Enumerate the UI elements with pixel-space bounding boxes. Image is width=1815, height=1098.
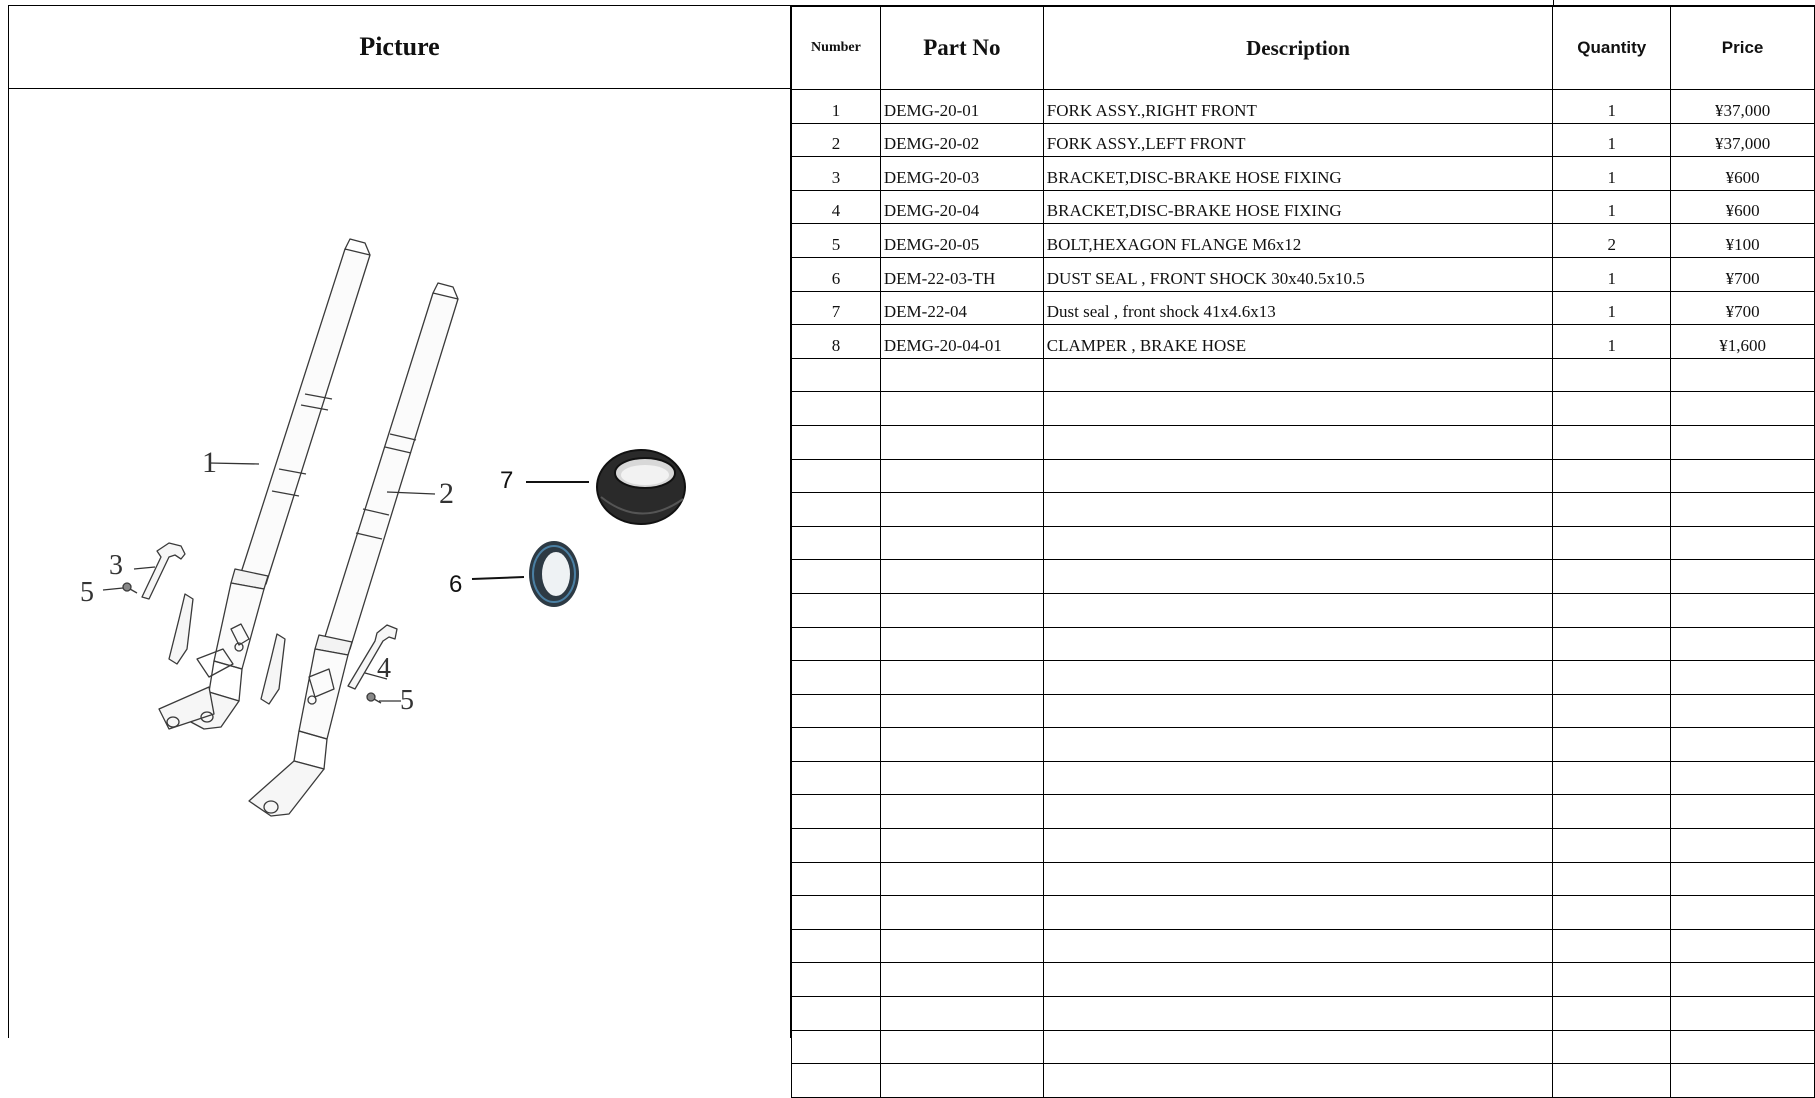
empty-cell <box>792 526 881 560</box>
empty-cell <box>1553 392 1671 426</box>
empty-cell <box>792 425 881 459</box>
cell-number: 8 <box>792 325 881 359</box>
empty-cell <box>880 661 1043 695</box>
empty-cell <box>1043 795 1553 829</box>
empty-table-row <box>792 795 1815 829</box>
empty-cell <box>1553 425 1671 459</box>
empty-cell <box>1043 829 1553 863</box>
empty-table-row <box>792 896 1815 930</box>
empty-cell <box>1043 1064 1553 1098</box>
cell-number: 1 <box>792 90 881 124</box>
empty-cell <box>880 627 1043 661</box>
empty-cell <box>1043 862 1553 896</box>
table-row <box>792 325 1815 359</box>
empty-cell <box>1553 997 1671 1031</box>
cell-number: 6 <box>792 257 881 291</box>
empty-cell <box>792 929 881 963</box>
column-header-quantity: Quantity <box>1553 7 1671 90</box>
empty-cell <box>1043 997 1553 1031</box>
callout-2: 2 <box>439 477 454 510</box>
empty-cell <box>1043 526 1553 560</box>
empty-cell <box>792 728 881 762</box>
empty-cell <box>1553 560 1671 594</box>
empty-cell <box>880 425 1043 459</box>
empty-cell <box>880 694 1043 728</box>
empty-table-row <box>792 862 1815 896</box>
empty-cell <box>1671 358 1815 392</box>
empty-cell <box>792 761 881 795</box>
picture-panel <box>9 89 791 1038</box>
empty-table-row <box>792 761 1815 795</box>
cell-part-no: DEM-22-04 <box>880 291 1043 325</box>
empty-cell <box>792 392 881 426</box>
empty-cell <box>792 1030 881 1064</box>
cell-part-no: DEMG-20-01 <box>880 90 1043 124</box>
empty-cell <box>792 593 881 627</box>
empty-cell <box>880 862 1043 896</box>
empty-cell <box>880 1064 1043 1098</box>
bracket-3-drawing <box>142 543 185 599</box>
empty-cell <box>1043 728 1553 762</box>
empty-cell <box>1671 425 1815 459</box>
empty-cell <box>1553 963 1671 997</box>
empty-cell <box>1553 694 1671 728</box>
empty-table-row <box>792 493 1815 527</box>
empty-cell <box>880 829 1043 863</box>
empty-cell <box>880 929 1043 963</box>
empty-cell <box>1671 392 1815 426</box>
empty-table-row <box>792 1030 1815 1064</box>
cell-quantity: 1 <box>1553 291 1671 325</box>
empty-table-row <box>792 459 1815 493</box>
cell-number: 7 <box>792 291 881 325</box>
cell-part-no: DEMG-20-02 <box>880 123 1043 157</box>
empty-cell <box>880 493 1043 527</box>
column-header-price: Price <box>1671 7 1815 90</box>
empty-cell <box>1553 1030 1671 1064</box>
empty-cell <box>880 963 1043 997</box>
cell-description: BRACKET,DISC-BRAKE HOSE FIXING <box>1043 190 1553 224</box>
empty-cell <box>792 963 881 997</box>
empty-cell <box>1043 493 1553 527</box>
empty-cell <box>1043 593 1553 627</box>
callout-5b: 5 <box>400 685 414 716</box>
empty-cell <box>1671 896 1815 930</box>
empty-cell <box>792 661 881 695</box>
empty-cell <box>1553 493 1671 527</box>
cell-quantity: 1 <box>1553 123 1671 157</box>
empty-cell <box>1043 761 1553 795</box>
bolt-5a-drawing <box>123 583 137 593</box>
empty-cell <box>1671 761 1815 795</box>
cell-price: ¥700 <box>1671 257 1815 291</box>
empty-cell <box>1671 795 1815 829</box>
empty-cell <box>1553 358 1671 392</box>
empty-cell <box>880 1030 1043 1064</box>
empty-cell <box>1553 459 1671 493</box>
empty-cell <box>792 1064 881 1098</box>
cell-quantity: 1 <box>1553 90 1671 124</box>
empty-table-row <box>792 358 1815 392</box>
cell-price: ¥600 <box>1671 157 1815 191</box>
empty-cell <box>1671 929 1815 963</box>
empty-cell <box>1553 862 1671 896</box>
cell-price: ¥37,000 <box>1671 90 1815 124</box>
empty-table-row <box>792 593 1815 627</box>
empty-cell <box>1043 661 1553 695</box>
cell-description: FORK ASSY.,RIGHT FRONT <box>1043 90 1553 124</box>
empty-cell <box>1553 661 1671 695</box>
empty-cell <box>1043 929 1553 963</box>
empty-table-row <box>792 661 1815 695</box>
empty-cell <box>792 694 881 728</box>
empty-cell <box>1553 929 1671 963</box>
callout-1: 1 <box>202 446 217 479</box>
cell-quantity: 1 <box>1553 257 1671 291</box>
dust-seal-7-image <box>597 450 685 524</box>
empty-cell <box>1553 526 1671 560</box>
empty-cell <box>880 761 1043 795</box>
cell-number: 3 <box>792 157 881 191</box>
empty-cell <box>1671 1064 1815 1098</box>
cell-part-no: DEMG-20-04 <box>880 190 1043 224</box>
cell-part-no: DEMG-20-03 <box>880 157 1043 191</box>
cell-price: ¥100 <box>1671 224 1815 258</box>
empty-table-row <box>792 425 1815 459</box>
bolt-5b-drawing <box>367 693 381 703</box>
cell-part-no: DEMG-20-05 <box>880 224 1043 258</box>
empty-table-row <box>792 627 1815 661</box>
callout-3: 3 <box>109 550 123 581</box>
empty-table-row <box>792 694 1815 728</box>
empty-cell <box>1043 392 1553 426</box>
empty-cell <box>1671 593 1815 627</box>
empty-cell <box>1671 694 1815 728</box>
cell-description: Dust seal , front shock 41x4.6x13 <box>1043 291 1553 325</box>
column-header-number: Number <box>792 7 881 90</box>
empty-cell <box>1671 1030 1815 1064</box>
cell-number: 5 <box>792 224 881 258</box>
empty-cell <box>792 560 881 594</box>
empty-cell <box>792 459 881 493</box>
empty-cell <box>1671 829 1815 863</box>
table-row <box>792 291 1815 325</box>
empty-cell <box>792 997 881 1031</box>
cell-price: ¥700 <box>1671 291 1815 325</box>
cell-description: FORK ASSY.,LEFT FRONT <box>1043 123 1553 157</box>
empty-cell <box>792 358 881 392</box>
empty-table-row <box>792 997 1815 1031</box>
cell-price: ¥37,000 <box>1671 123 1815 157</box>
empty-cell <box>1553 728 1671 762</box>
empty-cell <box>1553 795 1671 829</box>
empty-cell <box>880 795 1043 829</box>
empty-cell <box>1671 661 1815 695</box>
callout-7: 7 <box>500 467 514 494</box>
dust-seal-6-image <box>529 541 579 607</box>
cell-part-no: DEMG-20-04-01 <box>880 325 1043 359</box>
empty-cell <box>880 896 1043 930</box>
cell-quantity: 1 <box>1553 157 1671 191</box>
cell-number: 4 <box>792 190 881 224</box>
empty-cell <box>1671 963 1815 997</box>
empty-cell <box>1043 1030 1553 1064</box>
empty-cell <box>880 358 1043 392</box>
cell-quantity: 2 <box>1553 224 1671 258</box>
cell-quantity: 1 <box>1553 190 1671 224</box>
table-row <box>792 257 1815 291</box>
empty-cell <box>792 493 881 527</box>
empty-cell <box>1671 526 1815 560</box>
cell-description: DUST SEAL , FRONT SHOCK 30x40.5x10.5 <box>1043 257 1553 291</box>
empty-table-row <box>792 829 1815 863</box>
cell-description: CLAMPER , BRAKE HOSE <box>1043 325 1553 359</box>
empty-cell <box>792 795 881 829</box>
empty-table-row <box>792 963 1815 997</box>
empty-cell <box>1043 425 1553 459</box>
empty-table-row <box>792 929 1815 963</box>
empty-cell <box>880 392 1043 426</box>
empty-cell <box>1671 627 1815 661</box>
fork-left-drawing <box>249 283 458 816</box>
empty-cell <box>1671 997 1815 1031</box>
cell-price: ¥600 <box>1671 190 1815 224</box>
cell-price: ¥1,600 <box>1671 325 1815 359</box>
cell-quantity: 1 <box>1553 325 1671 359</box>
parts-table <box>791 6 1815 1098</box>
empty-cell <box>792 829 881 863</box>
column-header-part-no: Part No <box>880 7 1043 90</box>
empty-cell <box>1553 829 1671 863</box>
cell-number: 2 <box>792 123 881 157</box>
table-row <box>792 224 1815 258</box>
cell-description: BRACKET,DISC-BRAKE HOSE FIXING <box>1043 157 1553 191</box>
table-row <box>792 123 1815 157</box>
empty-cell <box>792 862 881 896</box>
table-row <box>792 90 1815 124</box>
parts-table-body <box>792 90 1815 1098</box>
callout-4: 4 <box>377 653 391 684</box>
callout-5a: 5 <box>80 577 94 608</box>
empty-cell <box>880 459 1043 493</box>
empty-cell <box>1553 761 1671 795</box>
empty-table-row <box>792 392 1815 426</box>
empty-cell <box>792 627 881 661</box>
table-header-row <box>792 7 1815 90</box>
empty-cell <box>1043 560 1553 594</box>
callout-6: 6 <box>449 571 463 598</box>
cell-description: BOLT,HEXAGON FLANGE M6x12 <box>1043 224 1553 258</box>
empty-cell <box>1043 627 1553 661</box>
empty-cell <box>1553 1064 1671 1098</box>
empty-cell <box>1671 459 1815 493</box>
empty-cell <box>1043 358 1553 392</box>
empty-cell <box>880 997 1043 1031</box>
empty-cell <box>1043 963 1553 997</box>
empty-cell <box>1043 896 1553 930</box>
empty-table-row <box>792 526 1815 560</box>
empty-cell <box>1553 627 1671 661</box>
empty-cell <box>1043 459 1553 493</box>
empty-table-row <box>792 1064 1815 1098</box>
empty-cell <box>1671 560 1815 594</box>
column-header-description: Description <box>1043 7 1553 90</box>
empty-cell <box>1671 493 1815 527</box>
empty-cell <box>1553 593 1671 627</box>
table-row <box>792 157 1815 191</box>
empty-cell <box>1671 728 1815 762</box>
empty-table-row <box>792 728 1815 762</box>
empty-table-row <box>792 560 1815 594</box>
empty-cell <box>880 593 1043 627</box>
empty-cell <box>1043 694 1553 728</box>
empty-cell <box>1671 862 1815 896</box>
empty-cell <box>792 896 881 930</box>
exploded-diagram <box>9 89 791 1038</box>
empty-cell <box>880 526 1043 560</box>
empty-cell <box>1553 896 1671 930</box>
empty-cell <box>880 728 1043 762</box>
picture-header: Picture <box>9 6 791 89</box>
empty-cell <box>880 560 1043 594</box>
table-row <box>792 190 1815 224</box>
cell-part-no: DEM-22-03-TH <box>880 257 1043 291</box>
